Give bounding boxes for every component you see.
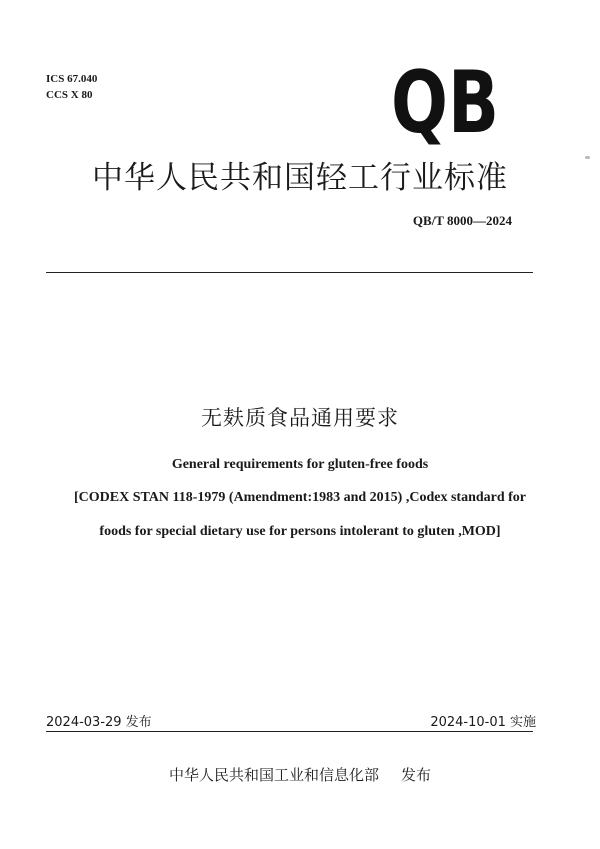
publisher-line [0,764,600,785]
issue-date: 2024-03-29 发布 [46,715,152,730]
ics-code: ICS 67.040 [46,73,98,85]
industry-standard-title: 中华人民共和国轻工行业标准 [92,160,508,196]
scan-speck [585,156,590,159]
adoption-note-line2: foods for special dietary use for persons intolerant to gluten ,MOD] [99,524,501,539]
classification-codes [46,71,97,103]
publisher-name: 中华人民共和国工业和信息化部 [168,766,379,784]
adoption-note-line1: [CODEX STAN 118-1979 (Amendment:1983 and 2015) ,Codex standard for [73,490,527,505]
publisher-action: 发布 [401,766,432,784]
qb-logo-text: QB [391,53,499,153]
standard-title-chinese: 无麸质食品通用要求 [201,406,399,430]
qb-logo [390,53,500,153]
footer-divider [46,731,533,732]
header-divider [46,272,533,273]
standard-title-english: General requirements for gluten-free foods [171,457,429,472]
implementation-date: 2024-10-01 实施 [430,715,536,730]
ccs-code: CCS X 80 [46,89,93,101]
standard-code: QB/T 8000—2024 [412,213,512,228]
